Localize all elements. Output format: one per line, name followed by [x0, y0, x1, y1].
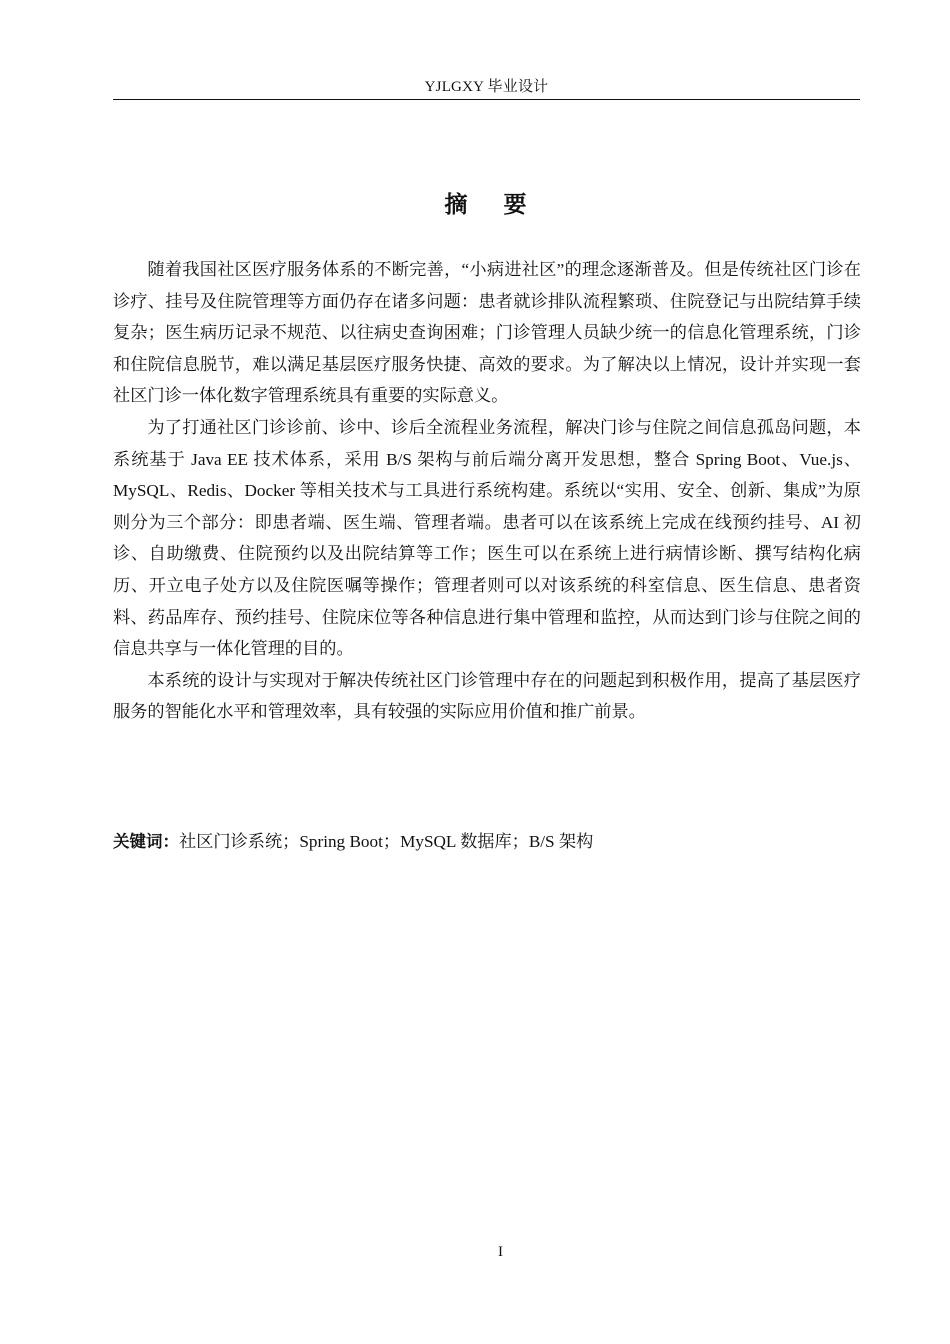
abstract-title-char-2: 要 — [503, 192, 529, 218]
abstract-paragraph: 为了打通社区门诊诊前、诊中、诊后全流程业务流程，解决门诊与住院之间信息孤岛问题，本系统基于 Java EE 技术体系，采用 B/S 架构与前后端分离开发思想，整合 Spring Boot、Vue.js、MySQL、Redis、Docker 等相关技术与工具进行系统构建。系统以“实用、安全、创新、集成”为原则分为三个部分：即患者端、医生端、管理者端。患者可以在该系统上完成在线预约挂号、AI 初诊、自助缴费、住院预约以及出院结算等工作；医生可以在系统上进行病情诊断、撰写结构化病历、开立电子处方以及住院医嘱等操作；管理者则可以对该系统的科室信息、医生信息、患者资料、药品库存、预约挂号、住院床位等各种信息进行集中管理和监控，从而达到门诊与住院之间的信息共享与一体化管理的目的。 — [113, 417, 861, 659]
running-header: YJLGXY 毕业设计 — [424, 79, 549, 95]
abstract-title-char-1: 摘 — [444, 192, 470, 218]
abstract-body — [113, 254, 861, 728]
abstract-paragraph: 随着我国社区医疗服务体系的不断完善，“小病进社区”的理念逐渐普及。但是传统社区门诊在诊疗、挂号及住院管理等方面仍存在诸多问题：患者就诊排队流程繁琐、住院登记与出院结算手续复杂；医生病历记录不规范、以往病史查询困难；门诊管理人员缺少统一的信息化管理系统，门诊和住院信息脱节，难以满足基层医疗服务快捷、高效的要求。为了解决以上情况，设计并实现一套社区门诊一体化数字管理系统具有重要的实际意义。 — [113, 260, 861, 406]
abstract-title — [113, 188, 860, 222]
keywords-line — [113, 828, 861, 856]
keywords-label: 关键词： — [113, 832, 179, 851]
keywords-text: 社区门诊系统；Spring Boot；MySQL 数据库；B/S 架构 — [179, 832, 594, 851]
page-number: I — [498, 1244, 503, 1260]
abstract-paragraph: 本系统的设计与实现对于解决传统社区门诊管理中存在的问题起到积极作用，提高了基层医疗服务的智能化水平和管理效率，具有较强的实际应用价值和推广前景。 — [113, 670, 861, 722]
header-rule — [113, 99, 860, 100]
